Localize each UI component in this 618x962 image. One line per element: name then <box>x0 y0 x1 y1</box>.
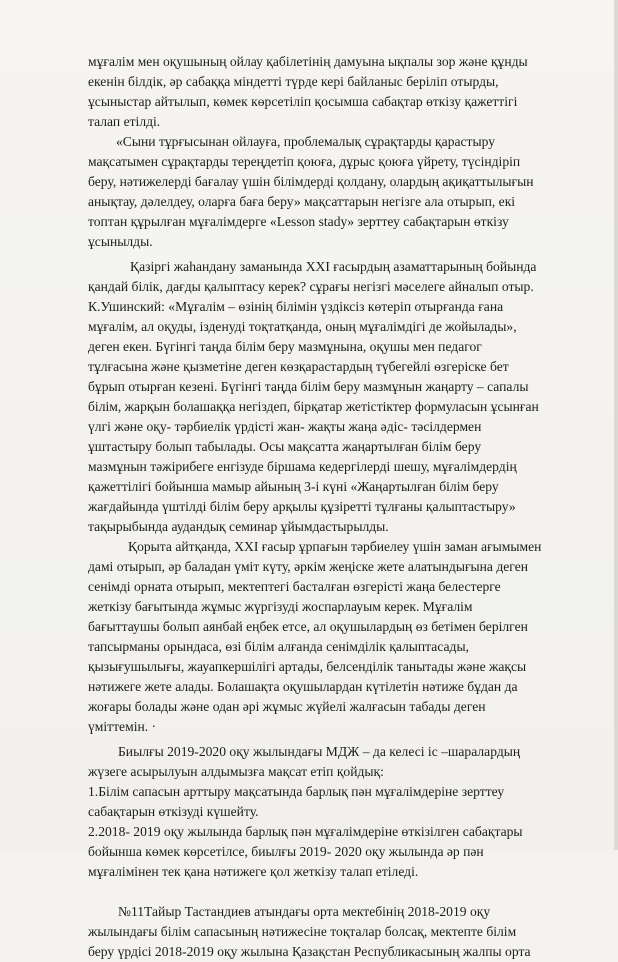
text-line: тақырыбында аудандық семинар ұйымдастырылды. <box>88 519 389 534</box>
text-line: жылындағы білім сапасының нәтижесіне тоқталар болсақ, мектепте білім <box>88 924 517 939</box>
paragraph-4 <box>88 537 573 737</box>
text-line: талап етілді. <box>88 114 161 129</box>
text-line: қызығушылығы, жауапкершілігі артады, белсенділік танытады және жақсы <box>88 659 527 674</box>
text-line: тапсырманы орындаса, өзі білім алғанда сенімділік қалыптасады, <box>88 639 470 654</box>
text-line: дамі отырып, әр баладан үміт күту, әркім жеңіске жете алатындығына деген <box>88 559 529 574</box>
text-line: Қазіргі жаһандану заманында XXI ғасырдың азаматтарының бойында <box>130 259 537 274</box>
text-line: нәтижеге жете алады. Болашақта оқушылардан күтілетін нәтиже бұдан да <box>88 679 518 694</box>
text-line: мұғалім, ал оқуды, ізденуді тоқтатқанда, оның мұғалімдігі де жойылады», <box>88 319 517 334</box>
text-line: жоғары болады және одан әрі жұмыс жүйелі жалғасын табады деген <box>88 699 486 714</box>
text-line: Қорыта айтқанда, XXI ғасыр ұрпағын тәрбиелеу үшін заман ағымымен <box>128 539 542 554</box>
text-line: жеткізу бағытында жұмыс жүргізуді жоспарлауым керек. Мұғалім <box>88 599 473 614</box>
text-line: анықтау, дәлелдеу, оларға баға беру» мақсаттарын негізге ала отырып, екі <box>88 194 516 209</box>
paragraph-6 <box>88 902 573 962</box>
spacer <box>88 882 573 902</box>
text-line: жағдайында үштілді білім беру арқылы құзіретті тұлғаны қалыптастыру» <box>88 499 516 514</box>
text-line: беру үрдісі 2018-2019 оқу жылына Қазақстан Республикасының жалпы орта <box>88 944 531 959</box>
text-line: білім, жарқын болашаққа негіздеп, бірқатар жетістіктер формуласын ұсынған <box>88 399 539 414</box>
paragraph-1 <box>88 52 573 132</box>
text-line: қажеттілігі бойынша мамыр айының 3-і күні «Жаңартылған білім беру <box>88 479 499 494</box>
text-line: мұғалім мен оқушының ойлау қабілетінің дамуына ықпалы зор және құнды <box>88 54 528 69</box>
text-line: үміттемін. · <box>88 719 157 734</box>
text-line: №11Тайыр Тастандиев атындағы орта мектебінің 2018-2019 оқу <box>118 904 491 919</box>
text-line: мазмұнын тәжірибеге енгізуде біршама кедергілерді шешу, мұғалімдердің <box>88 459 517 474</box>
list-item: 2.2018- 2019 оқу жылында барлық пән мұғалімдеріне өткізілген сабақтары <box>88 824 523 839</box>
text-line: беру, нәтижелерді бағалау үшін білімдерді қолдану, олардың ақиқаттылығын <box>88 174 534 189</box>
text-line: жүзеге асырылуын алдымызға мақсат етіп қойдық: <box>88 764 384 779</box>
list-item: 1.Білім сапасын арттыру мақсатында барлық пән мұғалімдеріне зерттеу <box>88 784 505 799</box>
paragraph-2 <box>88 132 573 252</box>
text-line: деген екен. Бүгінгі таңда білім беру мазмұнына, оқушы мен педагог <box>88 339 482 354</box>
text-line: бағыттаушы болып аянбай еңбек етсе, ал оқушылардың өз бетімен берілген <box>88 619 528 634</box>
text-line: сабақтарын өткізуді күшейту. <box>88 804 259 819</box>
text-line: бойынша көмек көрсетілсе, биылғы 2019- 2020 оқу жылында әр пән <box>88 844 484 859</box>
text-line: қандай білік, дағды қалыптасу керек? сұрағы негізгі мәселеге айналып отыр. <box>88 279 534 294</box>
text-line: ұсынылды. <box>88 234 153 249</box>
scan-edge <box>614 0 618 850</box>
text-line: Биылғы 2019-2020 оқу жылындағы МДЖ – да келесі іс –шаралардың <box>118 744 521 759</box>
text-line: топтан құрылған мұғалімдерге «Lesson stady» зерттеу сабақтарын өткізу <box>88 214 509 229</box>
text-line: үлгі және оқу- тәрбиелік үрдісті жан- жақты жаңа әдіс- тәсілдермен <box>88 419 482 434</box>
text-line: К.Ушинский: «Мұғалім – өзінің білімін үздіксіз көтеріп отырғанда ғана <box>88 299 504 314</box>
paragraph-5 <box>88 742 573 882</box>
paragraph-3 <box>88 257 573 537</box>
text-line: ұштастыру болып табылады. Осы мақсатта жаңартылған білім беру <box>88 439 482 454</box>
text-line: «Сыни тұрғысынан ойлауға, проблемалық сұрақтарды қарастыру <box>116 134 496 149</box>
text-line: мақсатымен сұрақтарды тереңдетіп қоюға, дұрыс қоюға үйрету, түсіндіріп <box>88 154 521 169</box>
text-line: сенімді орната отырып, мектептегі басталған өзгерісті жаңа белестерге <box>88 579 501 594</box>
text-line: бұрып отырған кезені. Бүгінгі таңда білім беру мазмұнын жаңарту – сапалы <box>88 379 529 394</box>
text-line: мұғалімінен тек қана нәтижеге қол жеткізу талап етіледі. <box>88 864 419 879</box>
document-body <box>88 52 573 962</box>
text-line: тұлғасына және қызметіне деген көзқарастардың түбегейлі өзгеріске бет <box>88 359 509 374</box>
text-line: ұсыныстар айтылып, көмек көрсетіліп қосымша сабақтар өткізу қажеттігі <box>88 94 518 109</box>
text-line: екенін білдік, әр сабаққа міндетті түрде кері байланыс беріліп отырды, <box>88 74 499 89</box>
